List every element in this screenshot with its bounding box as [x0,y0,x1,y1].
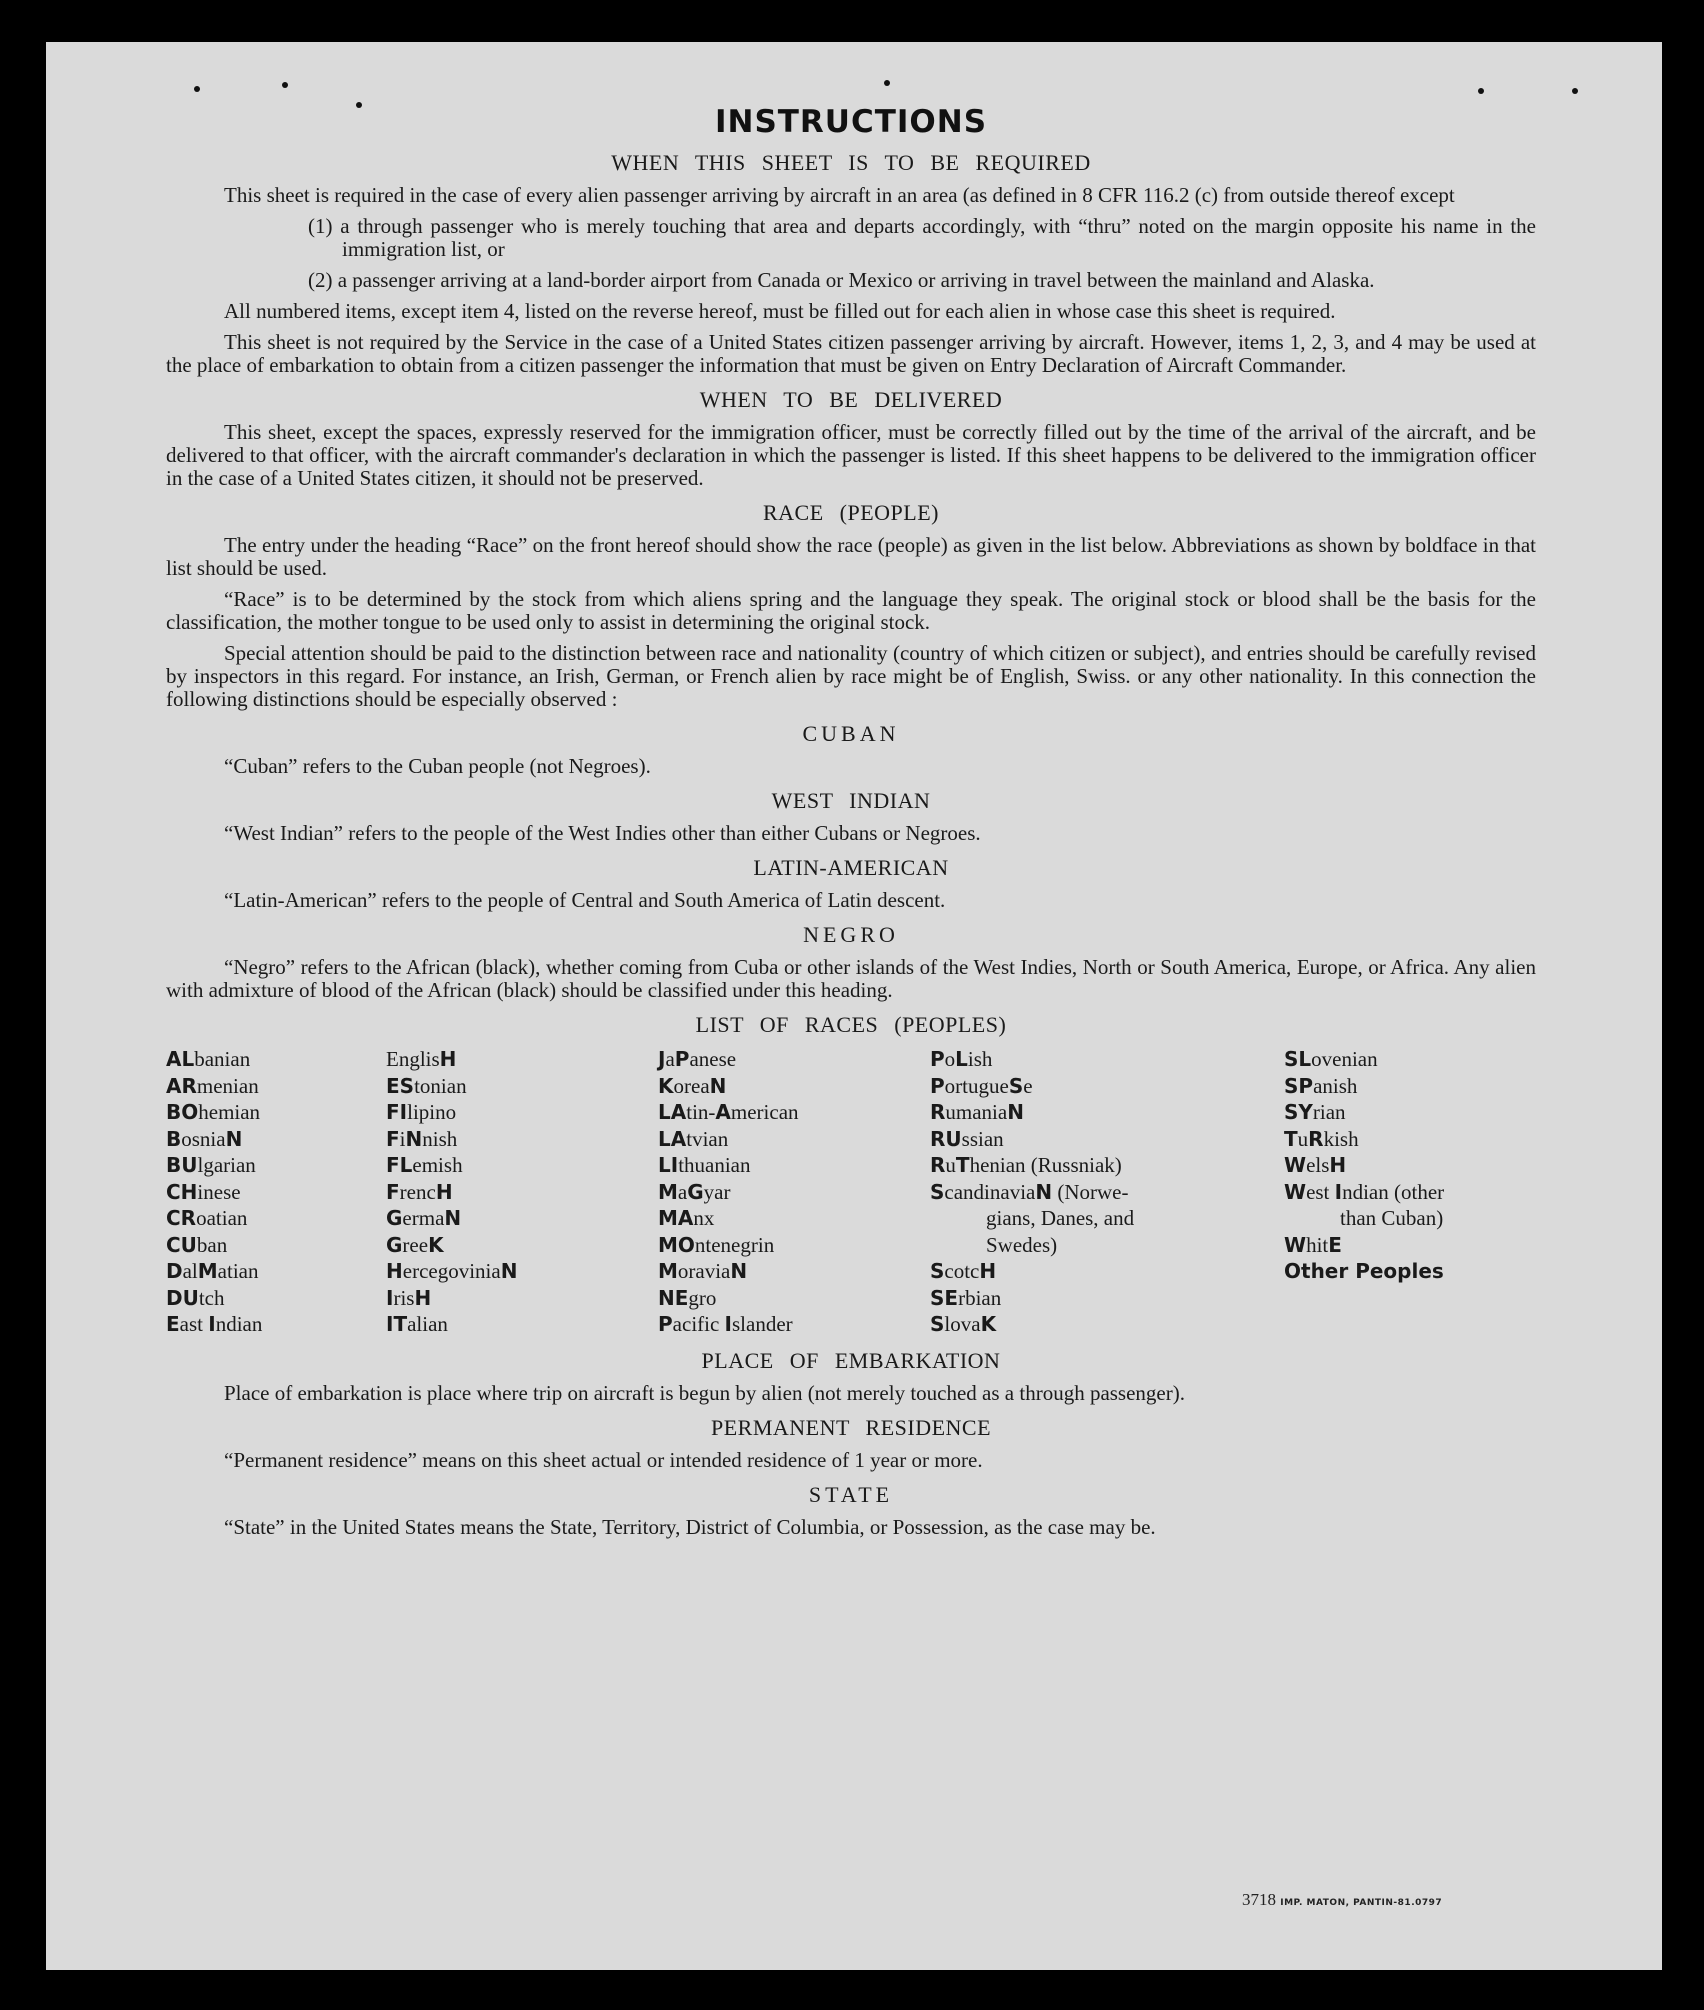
races-column [166,1046,386,1338]
races-list [166,1046,1536,1338]
speck [1478,88,1484,94]
races-column [1284,1046,1536,1338]
races-column [930,1046,1284,1338]
paragraph: This sheet, except the spaces, expressly reserved for the immigration officer, must be correctly filled out by the time of the arrival of the aircraft, and be delivered to that officer, with the aircraft commander's declaration in which the passenger is listed. If this sheet happens to be delivered to the immigration officer in the case of a United States citizen, it should not be preserved. [166,420,1536,490]
race-item: CUban [166,1232,228,1257]
race-item: SLovenian [1284,1047,1378,1071]
race-item: GermaN [386,1206,462,1230]
race-item: East Indian [166,1312,263,1336]
race-item: BOhemian [166,1100,261,1124]
section-heading-list-of-races: LIST OF RACES (PEOPLES) [695,1012,1007,1037]
section-heading-residence: PERMANENT RESIDENCE [710,1414,992,1440]
form-footer [1242,1890,1442,1910]
race-item: FrencH [386,1179,453,1204]
instructions-body [166,104,1536,1547]
race-item: CHinese [166,1179,241,1204]
section-heading-negro: NEGRO [803,922,899,947]
race-item: MaGyar [658,1179,731,1204]
paragraph: This sheet is required in the case of every alien passenger arriving by aircraft in an area (as defined in 8 CFR 116.2 (c) from outside thereof except [224,183,1455,207]
paragraph: “West Indian” refers to the people of the West Indies other than either Cubans or Negroes. [224,821,981,845]
paragraph: The entry under the heading “Race” on the front hereof should show the race (people) as given in the list below. Abbreviations as shown by boldface in that list should be used. [166,533,1536,580]
race-item: PoLish [930,1047,993,1071]
section-heading-delivered: WHEN TO BE DELIVERED [699,387,1003,412]
paragraph: Place of embarkation is place where trip on aircraft is begun by alien (not merely touched as a through passenger). [224,1380,1185,1405]
paragraph: Special attention should be paid to the distinction between race and nationality (country of which citizen or subject), and entries should be carefully revised by inspectors in this regard. For instance, an Irish, German, or French alien by race might be of English, Swiss. or any other nationality. In this connection the following distinctions should be especially observed : [166,641,1536,711]
race-item: NEgro [658,1285,717,1310]
speck [194,86,200,92]
race-item-continued: than Cuban) [1340,1206,1444,1230]
race-item: BosniaN [166,1126,243,1151]
race-item: Other Peoples [1284,1259,1444,1283]
section-heading-latin-american: LATIN-AMERICAN [753,855,949,880]
race-item-continued: Swedes) [986,1232,1058,1257]
race-item: FiNnish [386,1126,458,1151]
race-item: ScotcH [930,1259,997,1283]
race-item: MoraviaN [658,1259,748,1283]
race-item: RumaniaN [930,1100,1024,1124]
race-item: WhitE [1284,1232,1342,1257]
section-heading-embarkation: PLACE OF EMBARKATION [701,1347,1001,1373]
race-item: TuRkish [1284,1126,1359,1151]
race-item: WelsH [1284,1153,1347,1177]
section-heading-required: WHEN THIS SHEET IS TO BE REQUIRED [611,150,1091,175]
section-heading-cuban: CUBAN [802,721,900,746]
race-item: SPanish [1284,1073,1358,1098]
paragraph: “Permanent residence” means on this sheet actual or intended residence of 1 year or more. [224,1447,983,1472]
race-item: SErbian [930,1285,1002,1310]
document-sheet [46,42,1662,1970]
paragraph: This sheet is not required by the Service in the case of a United States citizen passenger arriving by aircraft. However, items 1, 2, 3, and 4 may be used at the place of embarkation to obtain from a citizen passenger the information that must be given on Entry Declaration of Aircraft Commander. [166,330,1536,377]
races-column [658,1046,930,1338]
section-heading-west-indian: WEST INDIAN [771,788,931,813]
race-item: MAnx [658,1206,715,1230]
section-heading-state: STATE [808,1481,894,1507]
paragraph: “Cuban” refers to the Cuban people (not Negroes). [224,754,651,778]
races-column [386,1046,658,1338]
printer-imprint: IMP. MATON, PANTIN-81.0797 [1280,1898,1443,1908]
race-item: BUlgarian [166,1153,256,1177]
race-item: RuThenian (Russniak) [930,1153,1122,1177]
race-item: DUtch [166,1285,225,1310]
paragraph: “State” in the United States means the State, Territory, District of Columbia, or Possession, as the case may be. [224,1514,1156,1539]
paragraph: All numbered items, except item 4, listed on the reverse hereof, must be filled out for each alien in whose case this sheet is required. [224,299,1336,323]
race-item: DalMatian [166,1259,259,1283]
race-item: ALbanian [166,1047,251,1071]
section-heading-race: RACE (PEOPLE) [763,500,939,525]
speck [1572,88,1578,94]
race-item-continued: gians, Danes, and [986,1206,1135,1230]
exception-item-1: (1) a through passenger who is merely touching that area and departs accordingly, with “thru” noted on the margin opposite his name in the immigration list, or [308,214,1536,261]
race-item: IrisH [386,1285,432,1310]
speck [884,80,890,86]
speck [282,82,288,88]
race-item: LAtin-American [658,1100,799,1124]
race-item: PortugueSe [930,1073,1033,1098]
race-item: EnglisH [386,1047,457,1071]
race-item: EStonian [386,1073,467,1098]
race-item: ARmenian [166,1073,259,1098]
race-item: SlovaK [930,1312,997,1336]
paragraph: “Latin-American” refers to the people of Central and South America of Latin descent. [224,888,946,912]
paragraph: “Negro” refers to the African (black), whether coming from Cuba or other islands of the West Indies, North or South America, Europe, or Africa. Any alien with admixture of blood of the African (black) should be classified under this heading. [166,955,1536,1002]
race-item: RUssian [930,1126,1004,1151]
paragraph: “Race” is to be determined by the stock from which aliens spring and the language they speak. The original stock or blood shall be the basis for the classification, the mother tongue to be used only to assist in determining the original stock. [166,587,1536,634]
race-item: ITalian [386,1312,448,1336]
race-item: Pacific Islander [658,1312,793,1336]
form-number: 3718 [1242,1890,1276,1909]
race-item: ScandinaviaN (Norwe- [930,1179,1129,1204]
race-item: KoreaN [658,1073,727,1098]
race-item: GreeK [386,1232,444,1257]
race-item: HercegoviniaN [386,1259,518,1283]
race-item: LAtvian [658,1126,729,1151]
race-item: JaPanese [658,1047,737,1071]
race-item: CRoatian [166,1206,248,1230]
race-item: MOntenegrin [658,1232,775,1257]
exception-item-2: (2) a passenger arriving at a land-border airport from Canada or Mexico or arriving in travel between the mainland and Alaska. [308,268,1375,292]
page-title: INSTRUCTIONS [714,104,988,140]
race-item: FLemish [386,1153,463,1177]
race-item: FIlipino [386,1100,457,1124]
race-item: West Indian (other [1284,1179,1445,1204]
race-item: LIthuanian [658,1153,751,1177]
race-item: SYrian [1284,1100,1346,1124]
